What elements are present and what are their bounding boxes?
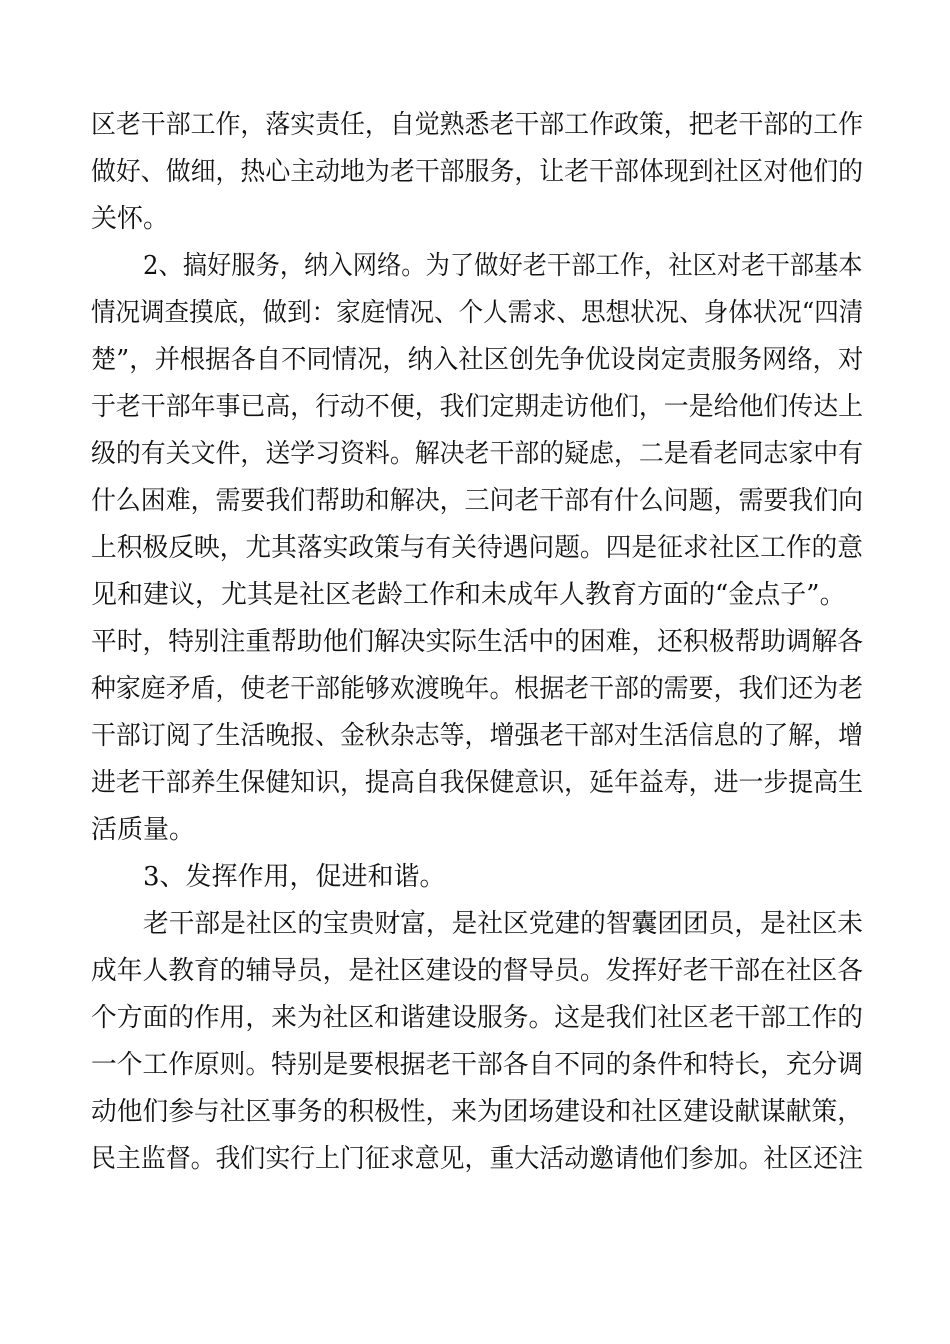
text-line: 2、搞好服务，纳入网络。为了做好老干部工作，社区对老干部基本	[143, 251, 863, 281]
text-line: 个方面的作用，来为社区和谐建设服务。这是我们社区老干部工作的	[91, 1003, 863, 1033]
text-line: 活质量。	[91, 815, 196, 845]
text-line: 级的有关文件，送学习资料。解决老干部的疑虑，二是看老同志家中有	[91, 439, 863, 469]
text-line: 老干部是社区的宝贵财富，是社区党建的智囊团团员，是社区未	[143, 909, 863, 939]
text-line: 楚”，并根据各自不同情况，纳入社区创先争优设岗定责服务网络，对	[91, 345, 863, 375]
text-line: 关怀。	[91, 204, 170, 234]
text-line: 动他们参与社区事务的积极性，来为团场建设和社区建设献谋献策，	[91, 1097, 863, 1127]
text-line: 情况调查摸底，做到：家庭情况、个人需求、思想状况、身体状况“四清	[91, 298, 863, 328]
text-line: 做好、做细，热心主动地为老干部服务，让老干部体现到社区对他们的	[91, 157, 863, 187]
text-line: 进老干部养生保健知识，提高自我保健意识，延年益寿，进一步提高生	[91, 768, 863, 798]
text-line: 平时，特别注重帮助他们解决实际生活中的困难，还积极帮助调解各	[91, 627, 863, 657]
text-line: 于老干部年事已高，行动不便，我们定期走访他们，一是给他们传达上	[91, 392, 863, 422]
text-line: 见和建议，尤其是社区老龄工作和未成年人教育方面的“金点子”。	[91, 580, 846, 610]
document-body	[91, 102, 863, 1183]
text-line: 干部订阅了生活晚报、金秋杂志等，增强老干部对生活信息的了解，增	[91, 721, 863, 751]
text-line: 成年人教育的辅导员，是社区建设的督导员。发挥好老干部在社区各	[91, 956, 863, 986]
text-line: 民主监督。我们实行上门征求意见，重大活动邀请他们参加。社区还注	[91, 1144, 863, 1174]
text-line: 一个工作原则。特别是要根据老干部各自不同的条件和特长，充分调	[91, 1050, 863, 1080]
text-line: 什么困难，需要我们帮助和解决，三问老干部有什么问题，需要我们向	[91, 486, 863, 516]
text-line: 3、发挥作用，促进和谐。	[143, 862, 446, 892]
text-line: 区老干部工作，落实责任，自觉熟悉老干部工作政策，把老干部的工作	[91, 110, 863, 140]
text-line: 上积极反映，尤其落实政策与有关待遇问题。四是征求社区工作的意	[91, 533, 863, 563]
text-line: 种家庭矛盾，使老干部能够欢渡晚年。根据老干部的需要，我们还为老	[91, 674, 863, 704]
